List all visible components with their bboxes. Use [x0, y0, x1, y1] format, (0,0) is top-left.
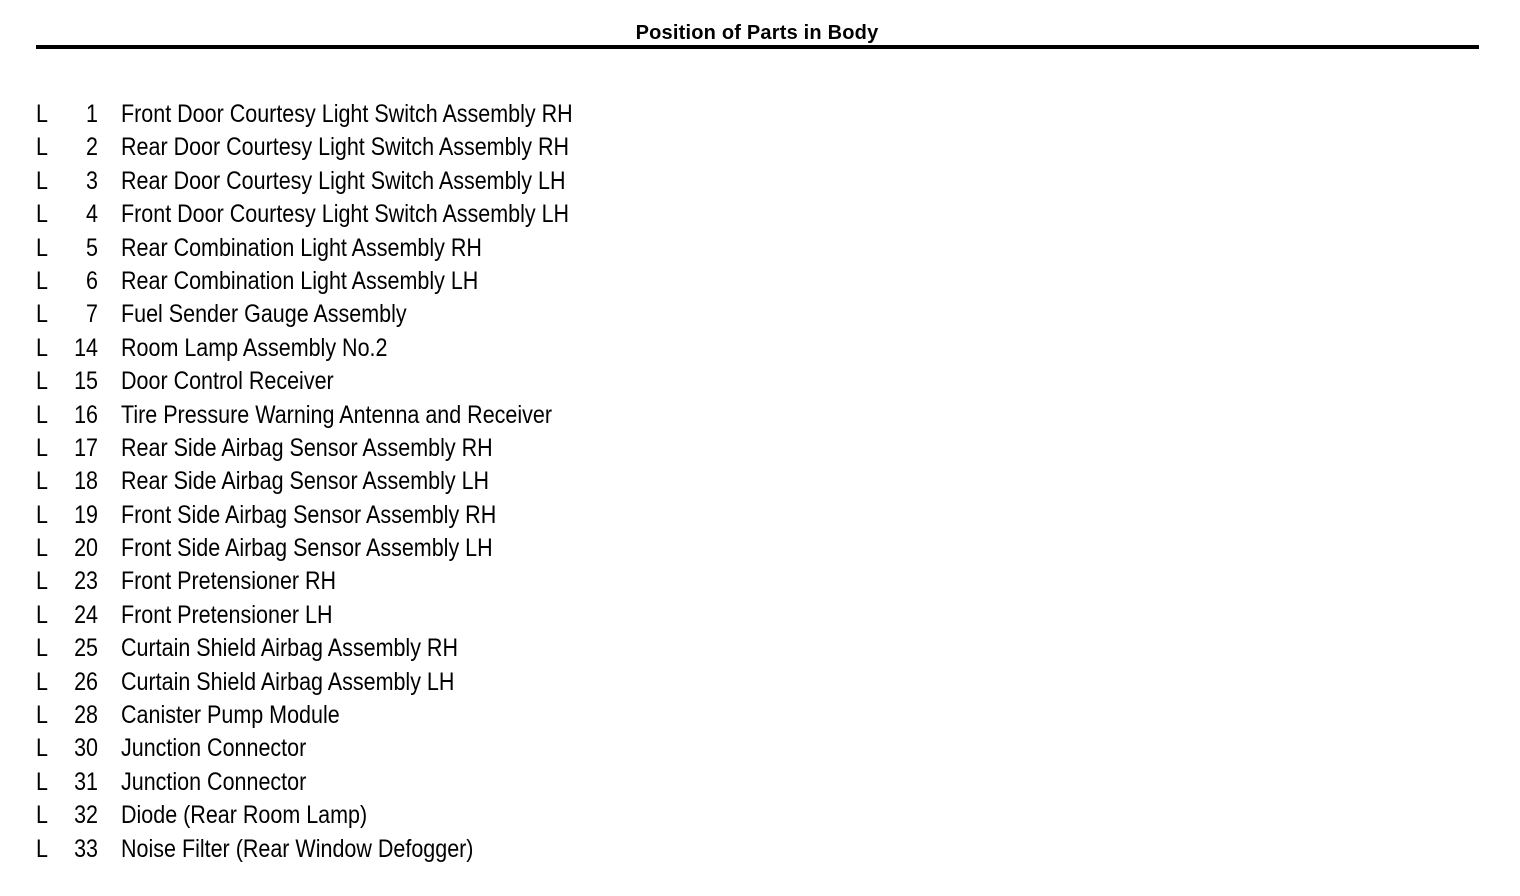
part-row [36, 365, 646, 398]
part-number: 17 [74, 433, 98, 462]
part-location-code: L [36, 100, 48, 128]
parts-list [36, 98, 646, 866]
part-number: 6 [86, 266, 98, 295]
part-row [36, 332, 646, 365]
part-number: 15 [74, 367, 98, 396]
part-number: 28 [74, 701, 98, 730]
part-location-code: L [36, 634, 48, 663]
part-number: 16 [74, 400, 98, 429]
part-name: Front Pretensioner RH [121, 567, 337, 596]
part-number: 7 [86, 300, 98, 329]
part-location-code: L [36, 734, 48, 763]
part-location-code: L [36, 300, 48, 329]
part-name: Canister Pump Module [121, 701, 340, 730]
part-number: 1 [86, 100, 98, 128]
part-location-code: L [36, 600, 48, 629]
part-number: 31 [74, 767, 98, 796]
part-location-code: L [36, 133, 48, 162]
part-name: Fuel Sender Gauge Assembly [121, 300, 407, 329]
part-row [36, 565, 646, 598]
part-name: Rear Combination Light Assembly RH [121, 233, 482, 262]
part-name: Rear Door Courtesy Light Switch Assembly LH [121, 166, 566, 195]
part-number: 33 [74, 834, 98, 863]
part-name: Front Side Airbag Sensor Assembly RH [121, 500, 497, 529]
part-name: Rear Side Airbag Sensor Assembly RH [121, 433, 493, 462]
part-name: Curtain Shield Airbag Assembly RH [121, 634, 458, 663]
part-row [36, 599, 646, 632]
part-location-code: L [36, 667, 48, 696]
part-number: 26 [74, 667, 98, 696]
part-row [36, 799, 646, 832]
part-number: 23 [74, 567, 98, 596]
part-name: Rear Side Airbag Sensor Assembly LH [121, 467, 490, 496]
part-location-code: L [36, 166, 48, 195]
part-row [36, 499, 646, 532]
page-title: Position of Parts in Body [635, 22, 879, 44]
part-row [36, 98, 646, 131]
part-row [36, 532, 646, 565]
part-number: 4 [86, 200, 98, 229]
part-location-code: L [36, 200, 48, 229]
part-name: Curtain Shield Airbag Assembly LH [121, 667, 455, 696]
part-row [36, 165, 646, 198]
part-number: 2 [86, 133, 98, 162]
part-name: Tire Pressure Warning Antenna and Receiver [121, 400, 553, 429]
part-row [36, 198, 646, 231]
part-row [36, 632, 646, 665]
part-location-code: L [36, 266, 48, 295]
part-number: 5 [86, 233, 98, 262]
part-row [36, 833, 646, 866]
part-name: Front Door Courtesy Light Switch Assembly RH [121, 100, 573, 128]
title-divider [36, 45, 1479, 49]
part-row [36, 399, 646, 432]
part-number: 30 [74, 734, 98, 763]
part-location-code: L [36, 500, 48, 529]
part-row [36, 666, 646, 699]
part-name: Junction Connector [121, 734, 307, 763]
part-location-code: L [36, 767, 48, 796]
part-location-code: L [36, 701, 48, 730]
part-name: Noise Filter (Rear Window Defogger) [121, 834, 474, 863]
part-location-code: L [36, 534, 48, 563]
part-number: 25 [74, 634, 98, 663]
part-location-code: L [36, 467, 48, 496]
part-name: Front Pretensioner LH [121, 600, 333, 629]
part-row [36, 465, 646, 498]
part-row [36, 265, 646, 298]
part-row [36, 432, 646, 465]
part-name: Room Lamp Assembly No.2 [121, 333, 388, 362]
part-row [36, 732, 646, 765]
part-name: Rear Combination Light Assembly LH [121, 266, 479, 295]
part-location-code: L [36, 801, 48, 830]
part-row [36, 131, 646, 164]
part-number: 18 [74, 467, 98, 496]
part-name: Junction Connector [121, 767, 307, 796]
part-number: 32 [74, 801, 98, 830]
part-name: Door Control Receiver [121, 367, 334, 396]
part-number: 20 [74, 534, 98, 563]
part-location-code: L [36, 367, 48, 396]
part-name: Diode (Rear Room Lamp) [121, 801, 368, 830]
part-row [36, 298, 646, 331]
part-location-code: L [36, 233, 48, 262]
part-name: Front Side Airbag Sensor Assembly LH [121, 534, 493, 563]
part-number: 19 [74, 500, 98, 529]
part-row [36, 699, 646, 732]
part-name: Rear Door Courtesy Light Switch Assembly RH [121, 133, 570, 162]
part-location-code: L [36, 834, 48, 863]
part-location-code: L [36, 333, 48, 362]
part-number: 14 [74, 333, 98, 362]
part-number: 24 [74, 600, 98, 629]
part-number: 3 [86, 166, 98, 195]
part-location-code: L [36, 433, 48, 462]
part-name: Front Door Courtesy Light Switch Assembly LH [121, 200, 570, 229]
part-row [36, 766, 646, 799]
part-location-code: L [36, 567, 48, 596]
part-row [36, 232, 646, 265]
part-location-code: L [36, 400, 48, 429]
